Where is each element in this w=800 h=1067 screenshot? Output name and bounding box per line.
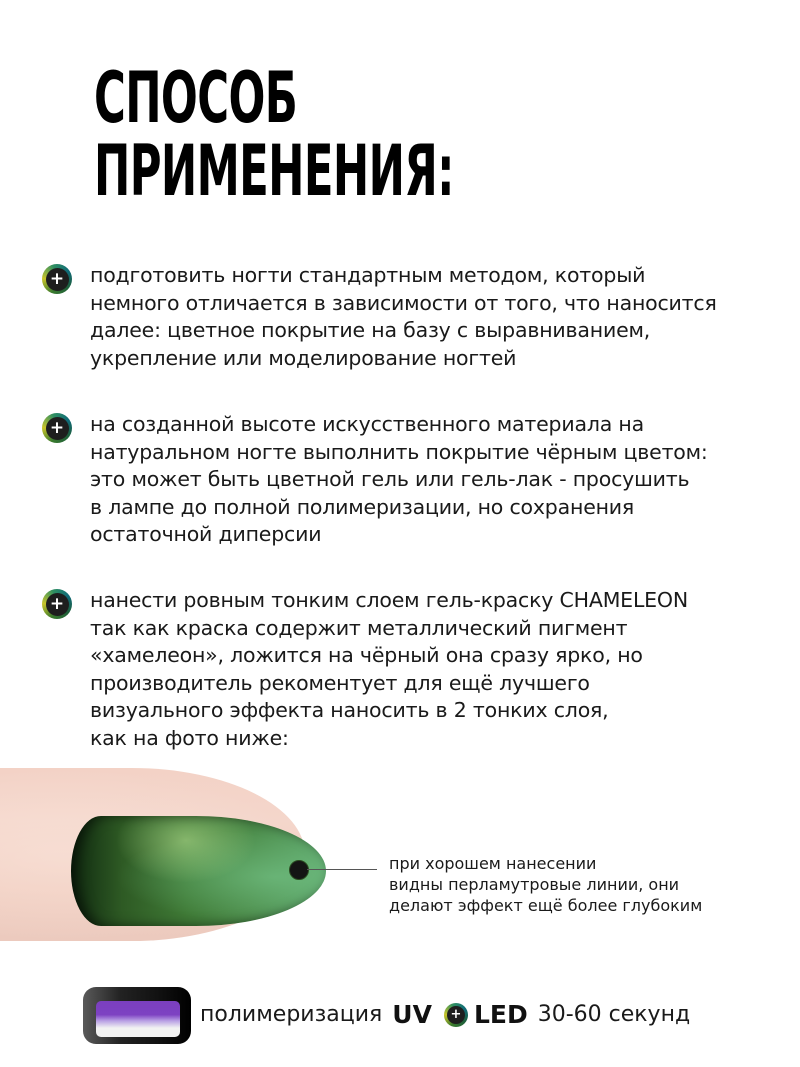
plus-circle-icon: + [42,413,72,443]
step-3-line: «хамелеон», ложится на чёрный она сразу ярко, но [90,643,643,667]
step-1-line: далее: цветное покрытие на базу с выравниванием, [90,318,651,342]
step-2-line: остаточной диперсии [90,522,322,546]
callout-line: делают эффект ещё более глубоким [389,896,703,915]
step-2-line: это может быть цветной гель или гель-лак - просушить [90,467,690,491]
step-text-2 [90,411,708,549]
step-2-line: натуральном ногте выполнить покрытие чёрным цветом: [90,439,708,464]
step-1-line: немного отличается в зависимости от того, что наносится [90,290,717,315]
curing-duration: 30-60 секунд [537,1002,691,1027]
callout-line: видны перламутровые линии, они [389,875,680,894]
curing-text [200,999,690,1031]
uv-lamp-screen [96,1001,180,1037]
callout-dot-icon [289,860,309,880]
nail-photo [0,760,400,950]
step-2-line: в лампе до полной полимеризации, но сохранения [90,494,635,519]
curing-prefix: полимеризация [200,1002,383,1027]
step-text-1 [90,262,717,372]
uv-lamp-icon [83,987,191,1044]
step-3-line: производитель рекоментует для ещё лучшего [90,670,590,695]
step-1-line: подготовить ногти стандартным методом, который [90,263,646,287]
led-label: LED [473,1000,528,1029]
curing-info [83,987,783,1045]
step-3-line: визуального эффекта наносить в 2 тонких слоя, [90,698,609,722]
step-3-line: нанести ровным тонким слоем гель-краску CHAMELEON [90,588,688,612]
plus-circle-icon: + [444,1003,468,1027]
callout-note [389,853,702,916]
page-title [94,57,454,212]
page-title-line-2: ПРИМЕНЕНИЯ: [94,130,454,212]
step-1-line: укрепление или моделирование ногтей [90,345,517,370]
step-text-3 [90,587,688,752]
callout-line: при хорошем нанесении [389,854,597,873]
callout-leader-line [307,869,377,870]
green-chameleon-nail [71,816,326,926]
step-3-line: как на фото ниже: [90,725,289,750]
plus-circle-icon: + [42,264,72,294]
step-3-line: так как краска содержит металлический пигмент [90,615,628,640]
step-2-line: на созданной высоте искусственного материала на [90,412,644,436]
page-title-line-1: СПОСОБ [94,57,298,139]
plus-circle-icon: + [42,589,72,619]
uv-label: UV [392,1000,432,1029]
